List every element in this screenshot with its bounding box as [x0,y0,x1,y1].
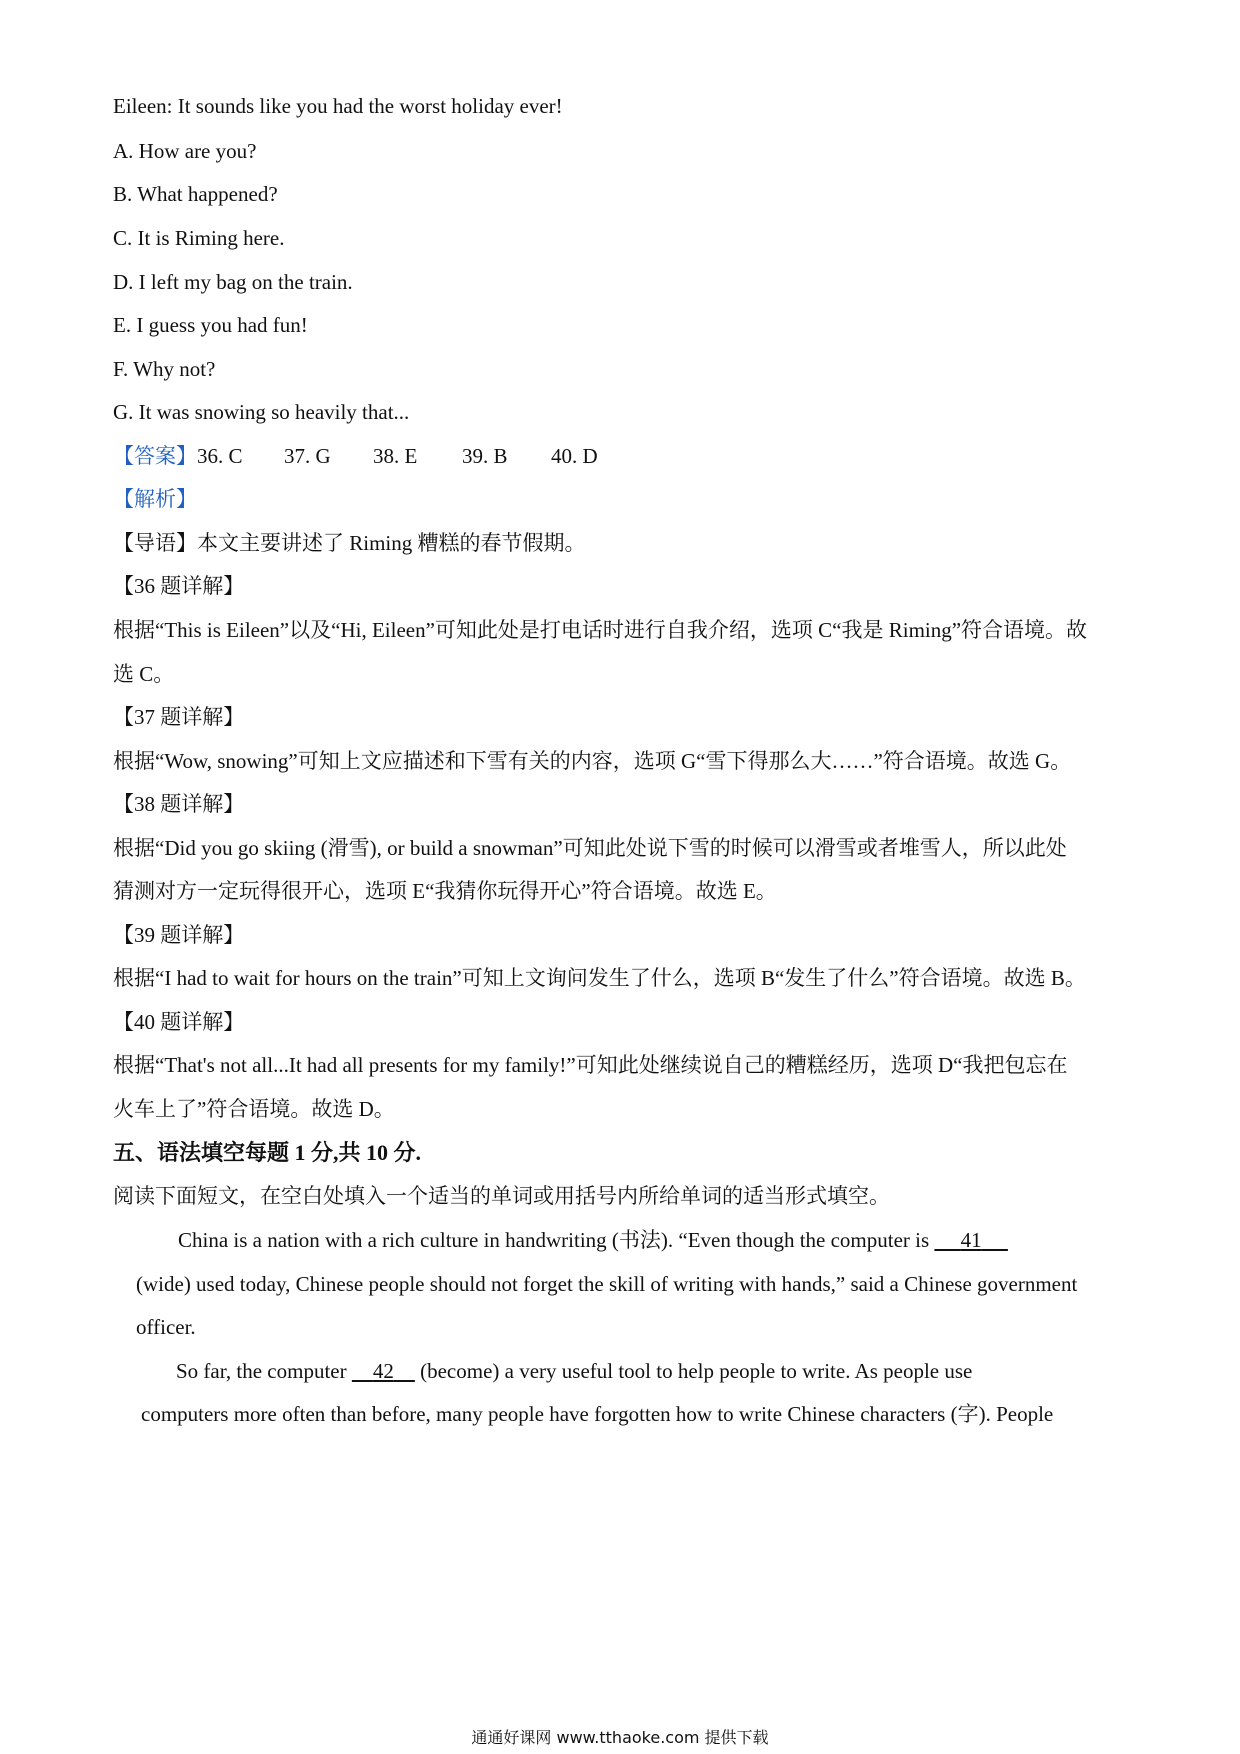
section-title: 五、语法填空每题 1 分,共 10 分. [113,1140,422,1165]
detail-40-line-1: 根据“That's not all...It had all presents for my family!”可知此处继续说自己的糟糕经历，选项 D“我把包忘在 [113,1053,1068,1077]
detail-38-line-1: 根据“Did you go skiing (滑雪), or build a snowman”可知此处说下雪的时候可以滑雪或者堆雪人，所以此处 [113,836,1067,860]
passage-p1-text: China is a nation with a rich culture in handwriting (书法). “Even though the computer is [178,1228,935,1252]
blank-41[interactable] [934,1228,1008,1252]
detail-38-line-2: 猜测对方一定玩得很开心，选项 E“我猜你玩得开心”符合语境。故选 E。 [113,879,777,903]
blank-42[interactable] [352,1359,415,1383]
passage-p2-line-1 [176,1357,972,1385]
detail-37-heading: 【37 题详解】 [113,705,245,729]
dialogue-line: Eileen: It sounds like you had the worst holiday ever! [113,94,563,118]
option-a: A. How are you? [113,139,257,163]
detail-36-line-2: 选 C。 [113,662,175,686]
detail-39-heading: 【39 题详解】 [113,923,245,947]
intro-text: 【导语】本文主要讲述了 Riming 糟糕的春节假期。 [113,531,586,555]
detail-38-heading: 【38 题详解】 [113,792,245,816]
answer-36: 36. C [197,444,243,468]
detail-40-line-2: 火车上了”符合语境。故选 D。 [113,1097,395,1121]
detail-39-line-1: 根据“I had to wait for hours on the train”可知上文询问发生了什么，选项 B“发生了什么”符合语境。故选 B。 [113,966,1086,990]
detail-37-line-1: 根据“Wow, snowing”可知上文应描述和下雪有关的内容，选项 G“雪下得那么大……”符合语境。故选 G。 [113,749,1072,773]
answer-38: 38. E [373,444,418,468]
answer-40: 40. D [551,444,598,468]
option-f: F. Why not? [113,357,216,381]
passage-p1-line-1 [178,1226,1008,1254]
passage-p1-line-3: officer. [136,1315,196,1339]
option-b: B. What happened? [113,182,278,206]
answer-label: 【答案】 [113,444,197,468]
detail-36-heading: 【36 题详解】 [113,574,245,598]
detail-40-heading: 【40 题详解】 [113,1010,245,1034]
answer-37: 37. G [284,444,331,468]
blank-42-number: 42 [372,1359,394,1383]
answer-row [113,442,598,470]
passage-p1-line-2: (wide) used today, Chinese people should not forget the skill of writing with hands,” said a Chinese government [136,1272,1078,1296]
section-instruction: 阅读下面短文，在空白处填入一个适当的单词或用括号内所给单词的适当形式填空。 [113,1184,890,1208]
answer-39: 39. B [462,444,508,468]
detail-36-line-1: 根据“This is Eileen”以及“Hi, Eileen”可知此处是打电话时进行自我介绍，选项 C“我是 Riming”符合语境。故 [113,618,1088,642]
analysis-label: 【解析】 [113,487,197,511]
page-footer: 通通好课网 www.tthaoke.com 提供下载 [471,1728,769,1747]
blank-41-number: 41 [960,1228,982,1252]
option-e: E. I guess you had fun! [113,313,308,337]
option-g: G. It was snowing so heavily that... [113,400,410,424]
passage-p2-text-cont: (become) a very useful tool to help people to write. As people use [414,1359,973,1383]
option-d: D. I left my bag on the train. [113,270,353,294]
option-c: C. It is Riming here. [113,226,285,250]
passage-p2-line-2: computers more often than before, many people have forgotten how to write Chinese characters (字). People [141,1402,1054,1426]
passage-p2-text: So far, the computer [176,1359,352,1383]
